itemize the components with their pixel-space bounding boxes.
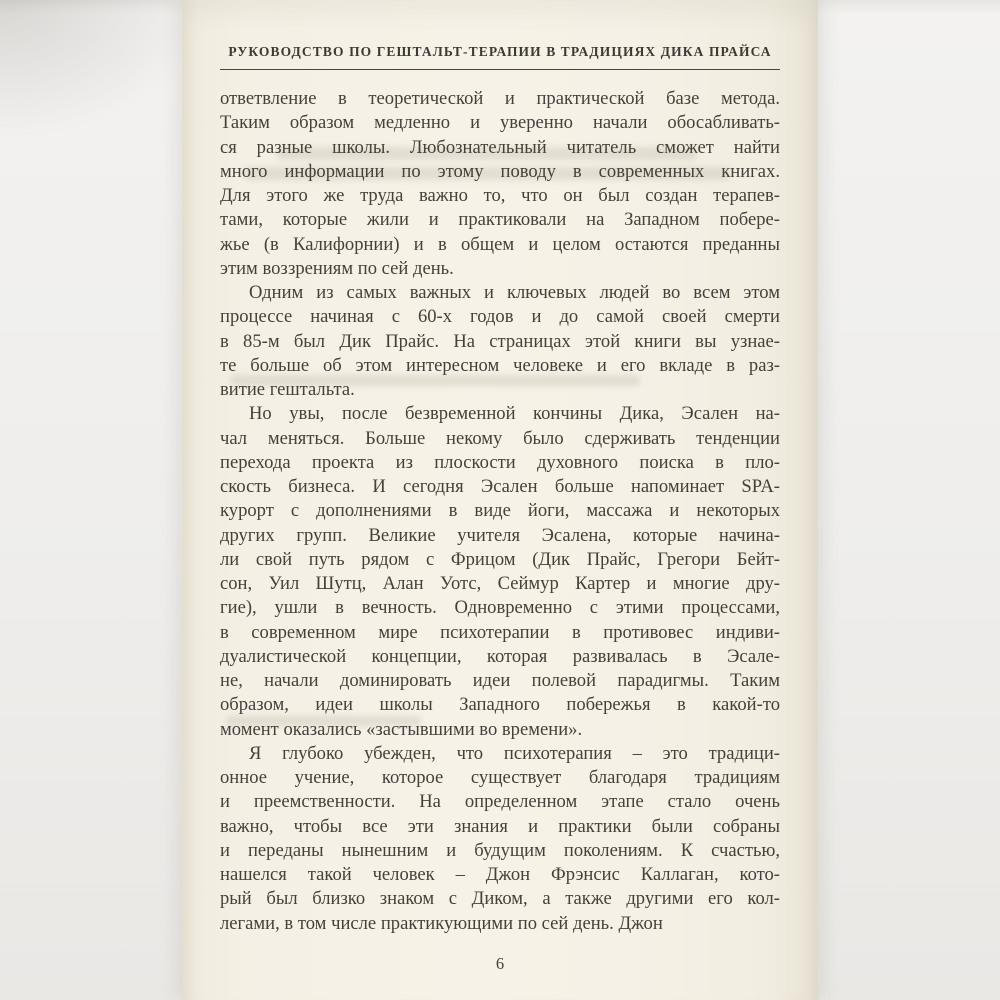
text-line: ся разные школы. Любознательный читатель сможет найти xyxy=(220,136,780,158)
text-line: Я глубоко убежден, что психотерапия – это традици- xyxy=(249,742,780,764)
text-line: гие), ушли в вечность. Одновременно с этими процессами, xyxy=(220,597,780,619)
text-line: рый был близко знаком с Диком, а также другими его кол- xyxy=(220,888,780,910)
text-line: момент оказались «застывшими во времени». xyxy=(220,718,583,740)
text-line: скость бизнеса. И сегодня Эсален больше напоминает SPA- xyxy=(220,476,780,497)
paragraph xyxy=(220,402,780,742)
text-line: в современном мире психотерапии в противовес индиви- xyxy=(220,621,780,643)
text-line: легами, в том числе практикующими по сей день. Джон xyxy=(220,912,663,934)
text-line: ответвление в теоретической и практической базе метода. xyxy=(220,88,780,109)
paragraph xyxy=(220,87,780,281)
paragraph xyxy=(220,742,780,936)
text-line: не, начали доминировать идеи полевой парадигмы. Таким xyxy=(220,670,780,691)
text-line: онное учение, которое существует благодаря традициям xyxy=(220,767,780,788)
text-line: в 85-м был Дик Прайс. На страницах этой книги вы узнае- xyxy=(220,330,780,352)
text-line: и преемственности. На определенном этапе стало очень xyxy=(220,791,780,813)
text-line: этим воззрениям по сей день. xyxy=(220,257,454,279)
text-line: Для этого же труда важно то, что он был создан терапев- xyxy=(220,185,780,206)
photo-corner-shade xyxy=(0,0,210,140)
running-header: РУКОВОДСТВО ПО ГЕШТАЛЬТ-ТЕРАПИИ В ТРАДИЦИЯХ ДИКА ПРАЙСА xyxy=(228,44,772,59)
text-line: тами, которые жили и практиковали на Западном побере- xyxy=(220,209,780,231)
text-line: Таким образом медленно и уверенно начали обосабливать- xyxy=(220,112,780,134)
text-line: жье (в Калифорнии) и в общем и целом остаются преданны xyxy=(220,233,780,255)
text-line: много информации по этому поводу в современных книгах. xyxy=(220,160,780,182)
text-line: те больше об этом интересном человеке и его вкладе в раз- xyxy=(220,354,780,376)
text-line: ли свой путь рядом с Фрицом (Дик Прайс, Грегори Бейт- xyxy=(220,548,780,570)
book-page xyxy=(182,0,818,1000)
text-line: образом, идеи школы Западного побережья в какой-то xyxy=(220,694,780,716)
text-line: и переданы нынешним и будущим поколениям. К счастью, xyxy=(220,839,780,861)
text-line: процессе начиная с 60-х годов и до самой своей смерти xyxy=(220,306,780,328)
header-rule xyxy=(220,69,780,70)
text-line: Одним из самых важных и ключевых людей во всем этом xyxy=(249,282,780,303)
text-line: дуалистической концепции, которая развивалась в Эсале- xyxy=(220,645,780,667)
text-line: сон, Уил Шутц, Алан Уотс, Сеймур Картер и многие дру- xyxy=(220,573,780,594)
paragraph xyxy=(220,281,780,402)
text-line: чал меняться. Больше некому было сдерживать тенденции xyxy=(220,427,780,449)
text-line: важно, чтобы все эти знания и практики были собраны xyxy=(220,815,780,837)
text-line: перехода проекта из плоскости духовного поиска в пло- xyxy=(220,451,780,473)
page-number: 6 xyxy=(495,954,505,973)
text-line: курорт с дополнениями в виде йоги, массажа и некоторых xyxy=(220,500,780,522)
text-line: других групп. Великие учителя Эсалена, которые начина- xyxy=(220,524,780,546)
text-line: Но увы, после безвременной кончины Дика, Эсален на- xyxy=(249,403,780,425)
body-text xyxy=(220,87,780,936)
text-line: витие гештальта. xyxy=(220,379,355,400)
text-line: нашелся такой человек – Джон Фрэнсис Каллаган, кото- xyxy=(220,864,780,885)
